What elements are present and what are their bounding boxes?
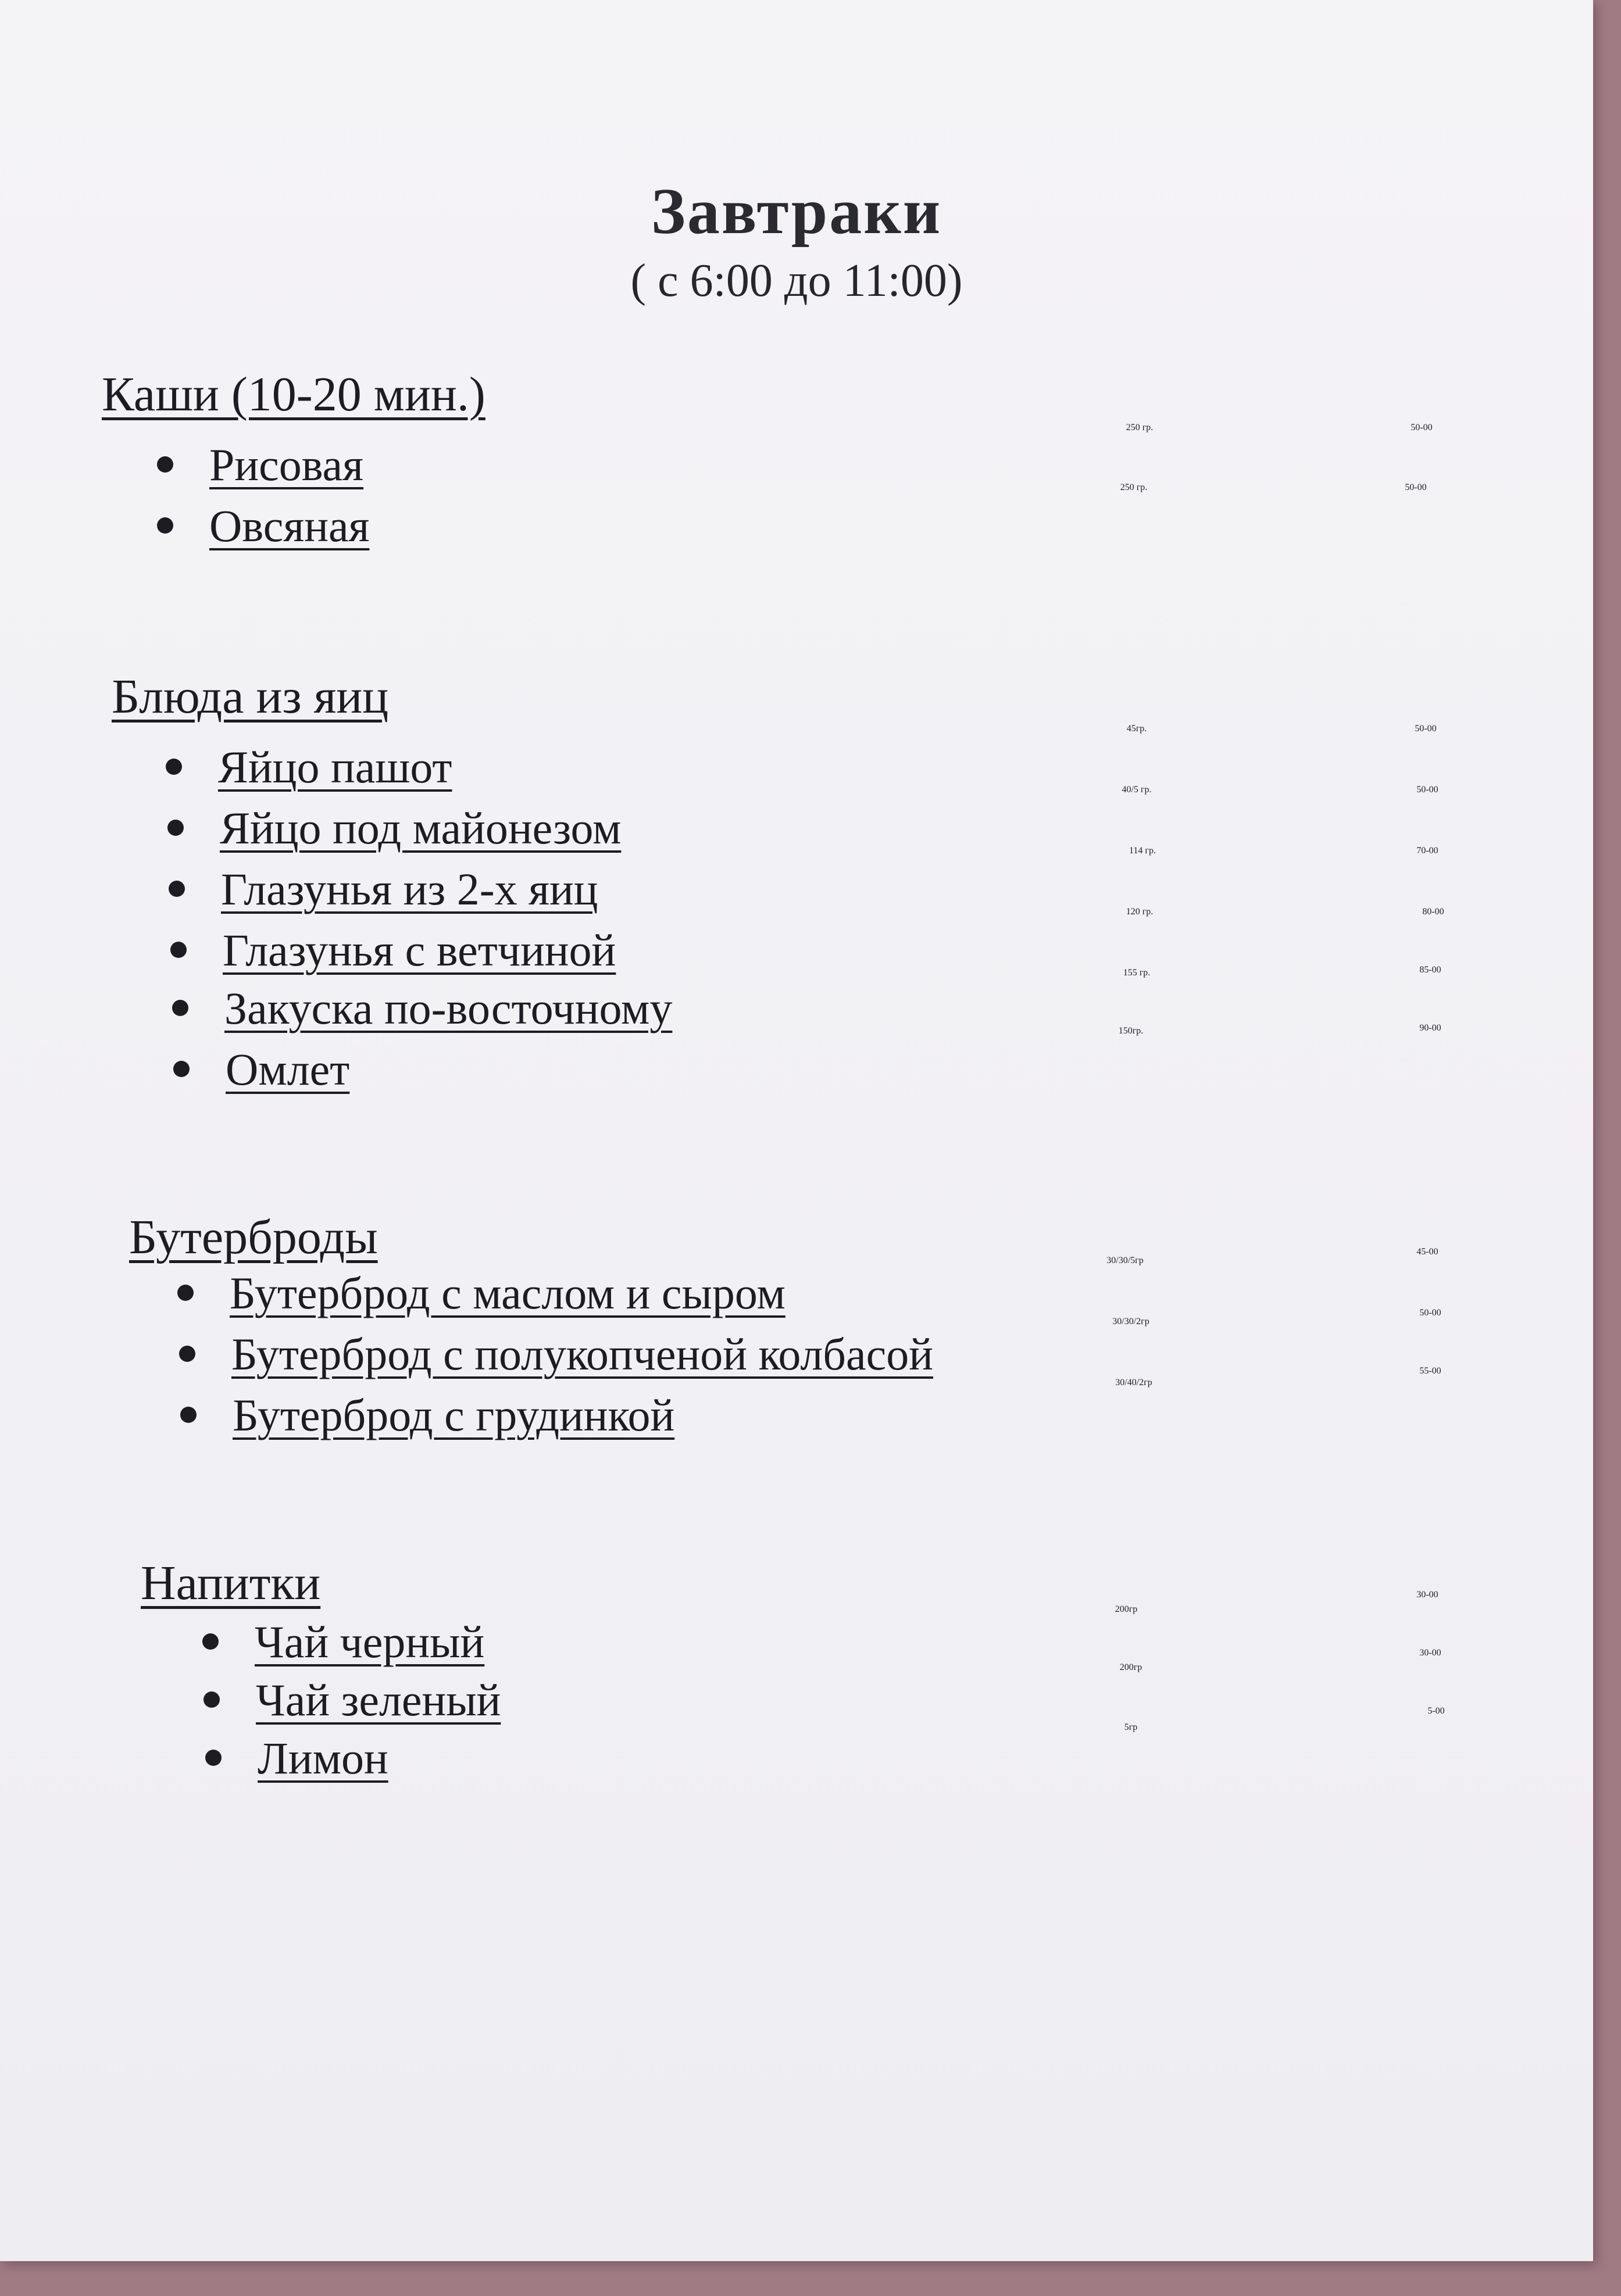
item-price: 85-00 (1419, 965, 1441, 975)
item-price: 70-00 (1416, 846, 1438, 856)
item-price: 80-00 (1422, 907, 1444, 917)
item-price: 50-00 (1419, 1308, 1441, 1318)
bullet-icon (166, 759, 182, 775)
bullet-icon (157, 517, 173, 534)
item-name: Бутерброд с маслом и сыром (230, 1268, 785, 1318)
item-name: Чай зеленый (256, 1675, 501, 1725)
item-weight: 30/30/5гр (1106, 1256, 1144, 1265)
item-price: 50-00 (1405, 482, 1427, 492)
item-weight: 120 гр. (1126, 907, 1154, 917)
bullet-icon (203, 1691, 220, 1708)
item-price: 30-00 (1416, 1590, 1438, 1600)
item-weight: 150гр. (1118, 1026, 1144, 1036)
bullet-icon (180, 1407, 197, 1423)
section-title-drinks: Напитки (141, 1556, 321, 1610)
item-name: Чай черный (255, 1617, 485, 1667)
item-weight: 40/5 гр. (1122, 785, 1152, 795)
item-weight: 114 гр. (1129, 846, 1156, 856)
item-price: 55-00 (1419, 1366, 1441, 1376)
item-weight: 250 гр. (1126, 423, 1154, 432)
item-price: 90-00 (1419, 1023, 1441, 1033)
item-price: 30-00 (1419, 1648, 1441, 1658)
item-weight: 5гр (1124, 1722, 1138, 1732)
item-weight: 200гр (1119, 1662, 1142, 1672)
item-weight: 250 гр. (1120, 482, 1148, 492)
section-title-sandwiches: Бутерброды (129, 1210, 378, 1264)
bullet-icon (170, 942, 187, 958)
item-name: Омлет (226, 1044, 350, 1095)
menu-title: Завтраки (651, 176, 942, 248)
item-name: Бутерброд с полукопченой колбасой (231, 1329, 933, 1379)
bullet-icon (205, 1750, 222, 1766)
item-name: Лимон (258, 1733, 388, 1783)
section-title-egg-dishes: Блюда из яиц (112, 670, 389, 724)
item-name: Яйцо под майонезом (220, 803, 622, 853)
item-name: Глазунья из 2-х яиц (221, 864, 598, 914)
item-weight: 30/40/2гр (1115, 1378, 1152, 1387)
item-price: 50-00 (1415, 724, 1437, 734)
item-name: Овсяная (209, 500, 370, 551)
item-name: Глазунья с ветчиной (223, 925, 616, 975)
bullet-icon (169, 881, 185, 897)
item-weight: 30/30/2гр (1112, 1317, 1149, 1326)
section-title-porridge: Каши (10-20 мин.) (102, 367, 485, 421)
bullet-icon (202, 1633, 219, 1650)
bullet-icon (177, 1285, 194, 1301)
item-price: 45-00 (1416, 1247, 1438, 1257)
item-weight: 200гр (1115, 1604, 1138, 1614)
item-name: Рисовая (209, 439, 364, 490)
item-name: Закуска по-восточному (224, 983, 673, 1033)
item-price: 50-00 (1411, 423, 1433, 432)
bullet-icon (172, 1000, 188, 1016)
bullet-icon (157, 456, 173, 473)
item-price: 5-00 (1427, 1706, 1445, 1716)
bullet-icon (173, 1061, 190, 1077)
item-weight: 155 гр. (1123, 968, 1151, 978)
item-name: Яйцо пашот (218, 742, 452, 792)
item-weight: 45гр. (1126, 724, 1147, 734)
item-name: Бутерброд с грудинкой (233, 1390, 675, 1440)
bullet-icon (167, 820, 184, 836)
menu-hours: ( с 6:00 до 11:00) (630, 255, 963, 306)
item-price: 50-00 (1416, 785, 1438, 795)
bullet-icon (179, 1346, 195, 1362)
